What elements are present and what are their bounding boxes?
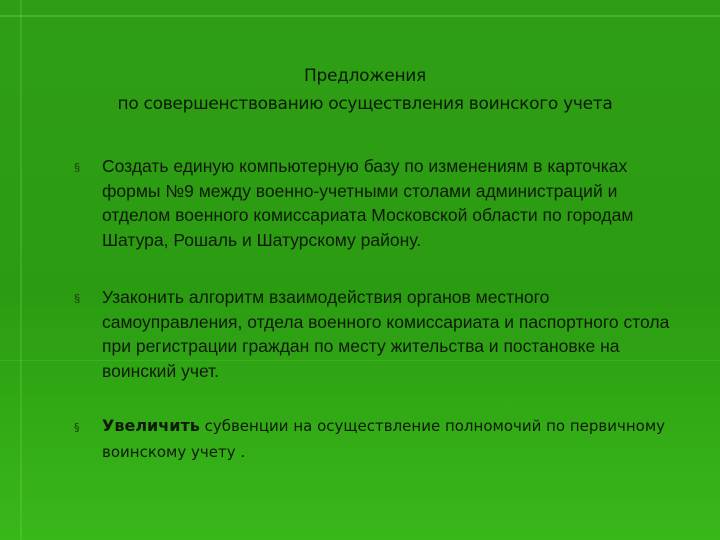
bullet-text: Узаконить алгоритм взаимодействия органов местного самоуправления, отдела военного комиссариата и паспортного стола при регистрации граждан по месту жительства и постановке на воинский учет. xyxy=(102,287,670,381)
bullet-marker-icon: § xyxy=(74,293,81,305)
bullet-text-rest: субвенции на осуществление полномочий по первичному воинскому учету . xyxy=(102,417,666,461)
slide-title xyxy=(60,62,670,118)
bullet-marker-icon: § xyxy=(74,421,80,434)
title-line-1: Предложения xyxy=(304,66,426,86)
decorative-line xyxy=(20,0,22,540)
bullet-marker-icon: § xyxy=(74,162,81,174)
bullet-text xyxy=(74,413,684,465)
decorative-line xyxy=(0,15,720,17)
bullet-item xyxy=(74,413,684,465)
bullet-item xyxy=(74,154,684,252)
title-line-2: по совершенствованию осуществления воинского учета xyxy=(117,94,613,114)
bullet-item xyxy=(74,285,684,383)
bullet-emphasis: Увеличить xyxy=(102,416,200,435)
bullet-text: Создать единую компьютерную базу по изменениям в карточках формы №9 между военно-учетными столами администраций и отделом военного комиссариата Московской области по городам Шатура, Рошаль и Шатурскому району. xyxy=(102,156,634,250)
